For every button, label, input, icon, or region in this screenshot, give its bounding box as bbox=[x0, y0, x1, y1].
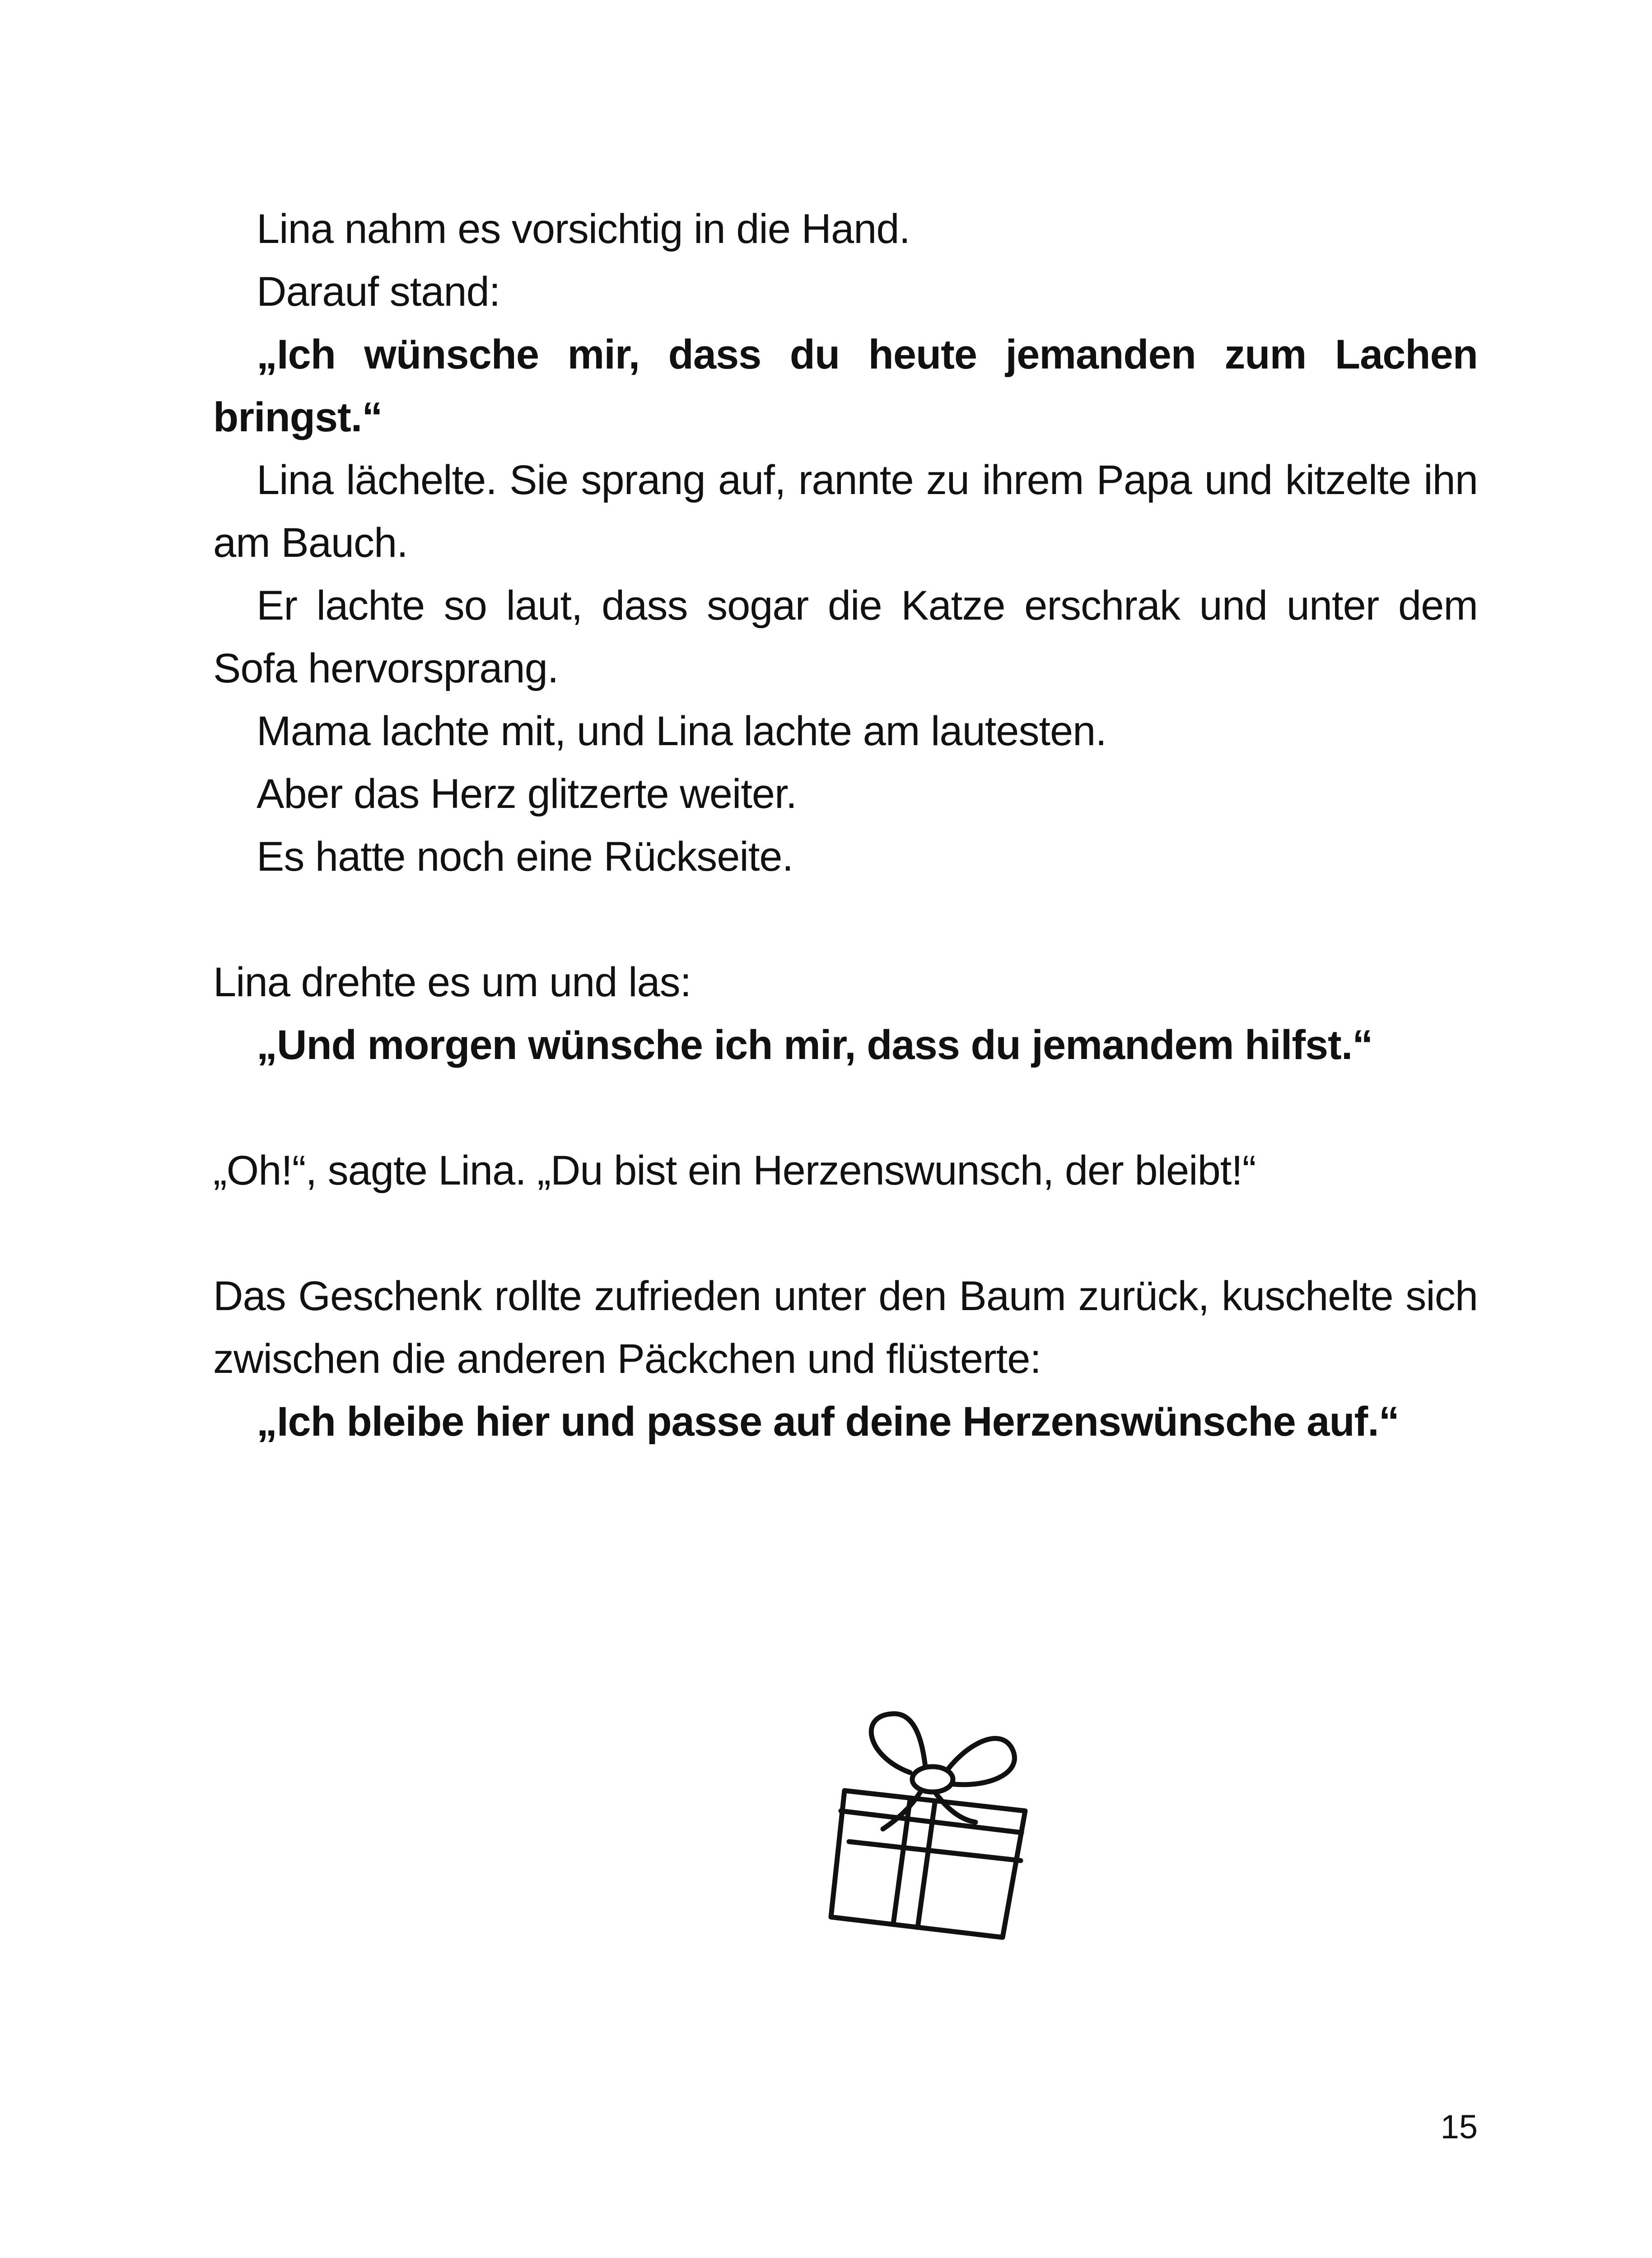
wish-quote: „Und morgen wünsche ich mir, dass du jemandem hilfst.“ bbox=[257, 1022, 1373, 1068]
paragraph: Lina lächelte. Sie sprang auf, rannte zu ihrem Papa und kitzelte ihn am Bauch. bbox=[213, 457, 1478, 566]
wish-quote: „Ich bleibe hier und passe auf deine Herzenswünsche auf.“ bbox=[257, 1399, 1399, 1445]
paragraph-gap bbox=[213, 888, 1478, 951]
paragraph: Er lachte so laut, dass sogar die Katze erschrak und unter dem Sofa hervorsprang. bbox=[213, 583, 1478, 691]
paragraph: Darauf stand: bbox=[257, 269, 500, 315]
gift-icon bbox=[813, 1698, 1057, 1951]
paragraph-gap bbox=[213, 1202, 1478, 1265]
paragraph: Lina drehte es um und las: bbox=[213, 959, 691, 1005]
paragraph: „Oh!“, sagte Lina. „Du bist ein Herzenswunsch, der bleibt!“ bbox=[213, 1148, 1256, 1194]
page-number: 15 bbox=[1440, 2108, 1478, 2146]
paragraph: Lina nahm es vorsichtig in die Hand. bbox=[257, 206, 910, 252]
story-text bbox=[213, 198, 1478, 1453]
paragraph: Das Geschenk rollte zufrieden unter den Baum zurück, kuschelte sich zwischen die anderen Päckchen und flüsterte: bbox=[213, 1273, 1478, 1382]
wish-quote: „Ich wünsche mir, dass du heute jemanden zum Lachen bringst.“ bbox=[213, 331, 1478, 440]
paragraph: Mama lachte mit, und Lina lachte am lautesten. bbox=[257, 708, 1106, 754]
paragraph: Es hatte noch eine Rückseite. bbox=[257, 834, 793, 880]
paragraph: Aber das Herz glitzerte weiter. bbox=[257, 771, 797, 817]
paragraph-gap bbox=[213, 1077, 1478, 1139]
